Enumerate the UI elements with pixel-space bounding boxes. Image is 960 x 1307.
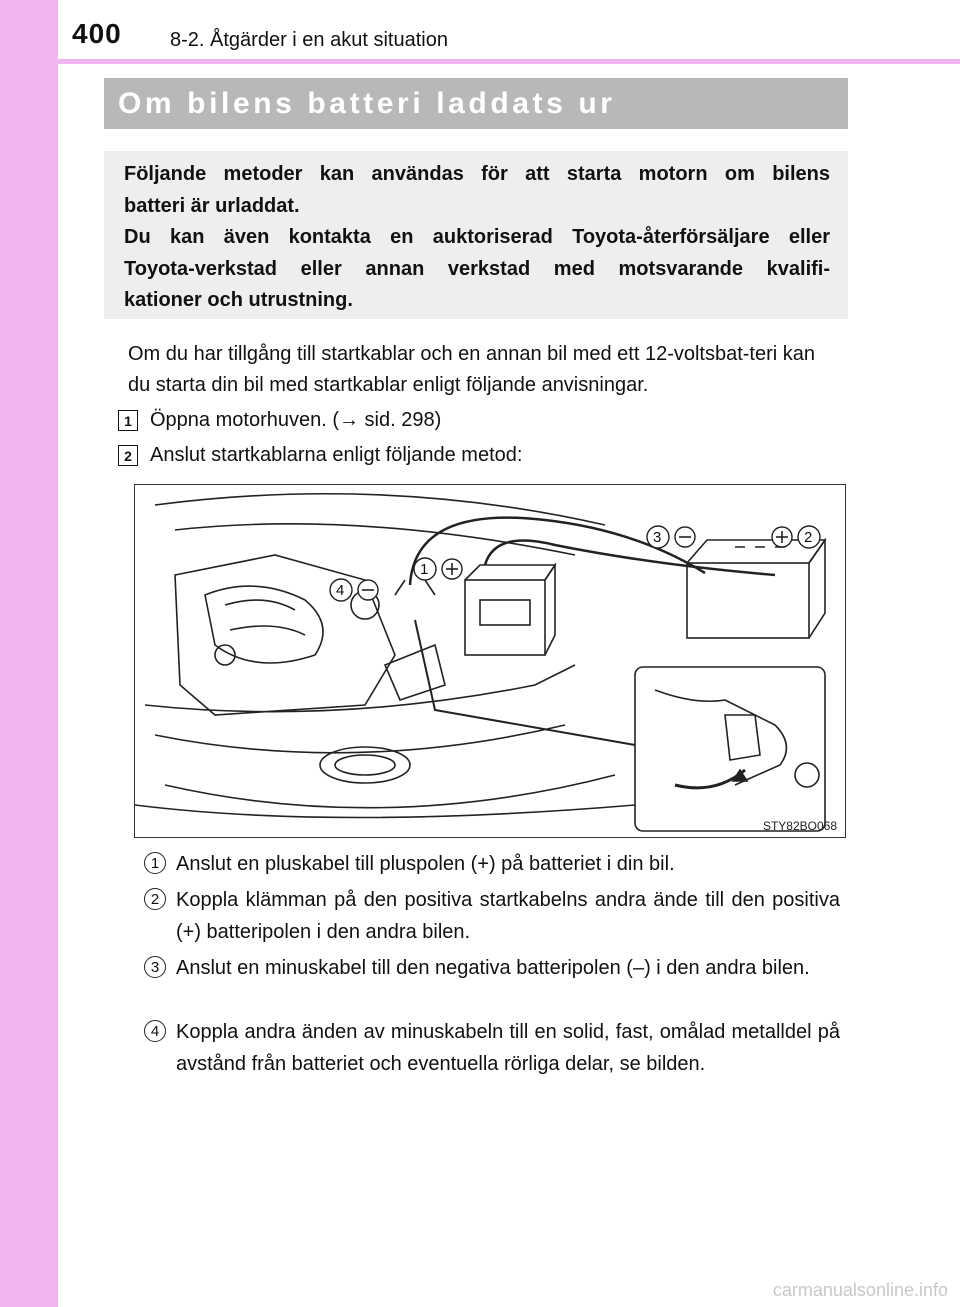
jump-start-illustration <box>134 484 846 838</box>
chapter-side-tab <box>0 0 58 1307</box>
sub-step-text: Koppla andra änden av minuskabeln till en solid, fast, omålad metalldel på avstånd från batteriet och eventuella rörliga delar, se bilden. <box>176 1021 840 1075</box>
sub-step-text: Koppla klämman på den positiva startkabelns andra ände till den positiva (+) batteripolen i den andra bilen. <box>176 889 840 943</box>
sub-step-3 <box>144 952 840 984</box>
callout-1: 1 <box>420 561 429 578</box>
intro-line: kationer och utrustning. <box>124 289 353 311</box>
section-title: Om bilens batteri laddats ur <box>118 86 616 120</box>
sub-step-number: 2 <box>144 888 166 910</box>
intro-box <box>104 151 848 319</box>
intro-line: Toyota-verkstad eller annan verkstad med motsvarande kvalifi- <box>124 257 830 280</box>
step-1 <box>118 405 441 436</box>
header-rule <box>58 59 960 64</box>
sub-step-text: Anslut en pluskabel till pluspolen (+) på batteriet i din bil. <box>176 853 675 875</box>
page-number: 400 <box>72 18 122 49</box>
sub-step-2 <box>144 884 840 948</box>
watermark: carmanualsonline.info <box>772 1280 948 1300</box>
sub-step-1 <box>144 848 840 880</box>
step-text: Öppna motorhuven. (→ sid. 298) <box>150 409 442 431</box>
step-number-badge: 2 <box>118 445 138 466</box>
callout-4: 4 <box>336 582 345 599</box>
sub-step-number: 3 <box>144 956 166 978</box>
car-battery <box>465 580 545 655</box>
step-text: Anslut startkablarna enligt följande metod: <box>150 444 523 466</box>
intro-line: Följande metoder kan användas för att starta motorn om bilens <box>124 163 830 185</box>
sub-step-number: 4 <box>144 1020 166 1042</box>
chapter-heading: 8-2. Åtgärder i en akut situation <box>170 29 448 51</box>
callout-3: 3 <box>653 529 662 546</box>
body-paragraph: Om du har tillgång till startkablar och en annan bil med ett 12-voltsbat-teri kan du starta din bil med startkablar enligt följande anvisningar. <box>128 343 816 396</box>
figure-code: STY82BO068 <box>762 819 837 833</box>
intro-line: batteri är urladdat. <box>124 194 300 217</box>
intro-line: Du kan även kontakta en auktoriserad Toyota-återförsäljare eller <box>124 226 830 248</box>
engine-block <box>175 555 395 715</box>
section-title-bar <box>104 78 848 129</box>
booster-battery <box>687 563 809 638</box>
callout-2: 2 <box>804 529 813 546</box>
engine-bay-drawing <box>135 485 846 838</box>
detail-inset <box>635 667 825 831</box>
step-number-badge: 1 <box>118 410 138 431</box>
sub-step-4 <box>144 1016 840 1080</box>
step-2 <box>118 440 522 471</box>
sub-step-text: Anslut en minuskabel till den negativa batteripolen (–) i den andra bilen. <box>176 957 810 979</box>
sub-step-number: 1 <box>144 852 166 874</box>
